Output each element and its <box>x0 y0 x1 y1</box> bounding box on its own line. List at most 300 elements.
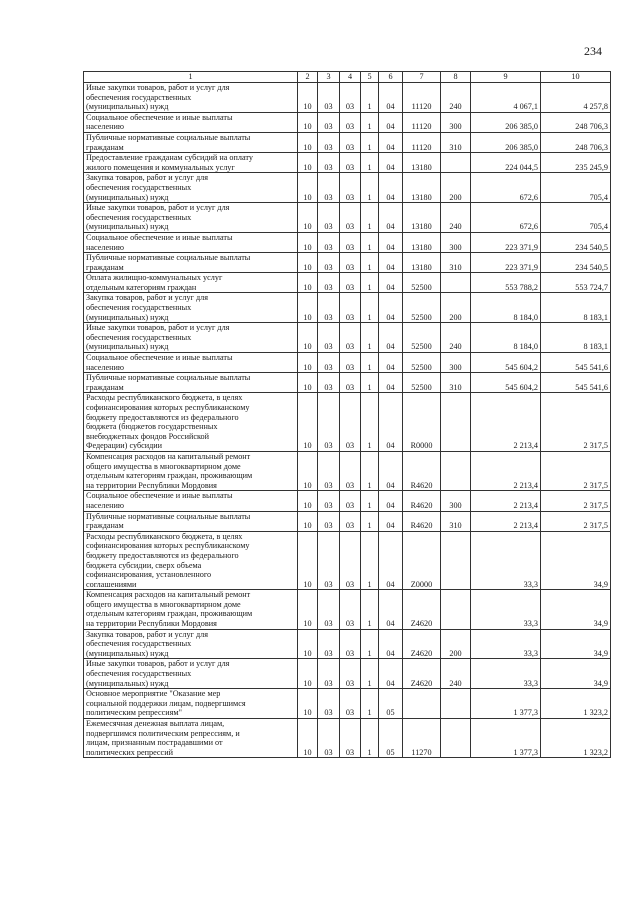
code-razdel: 10 <box>298 112 318 132</box>
code-razdel: 10 <box>298 689 318 719</box>
row-name-line: Публичные нормативные социальные выплаты <box>86 253 251 263</box>
code-razdel: 10 <box>298 353 318 373</box>
code-razdel: 10 <box>298 511 318 531</box>
amount-year-2: 34,9 <box>541 629 611 659</box>
row-name-line: (муниципальных) нужд <box>86 342 169 352</box>
code-target: 52500 <box>403 373 441 393</box>
code-target: 13180 <box>403 153 441 173</box>
amount-year-2: 8 183,1 <box>541 323 611 353</box>
code-target: 11120 <box>403 112 441 132</box>
code-target: 52500 <box>403 323 441 353</box>
code-measure: 04 <box>379 511 403 531</box>
row-name-line: (муниципальных) нужд <box>86 102 169 112</box>
code-target: 11120 <box>403 132 441 152</box>
column-header: 5 <box>361 72 379 83</box>
row-name-line: обеспечения государственных <box>86 332 192 342</box>
code-podrazdel: 03 <box>318 511 340 531</box>
row-name-line: Расходы республиканского бюджета, в целях <box>86 531 243 541</box>
amount-year-1: 553 788,2 <box>471 273 541 293</box>
table-row <box>84 659 611 689</box>
row-name-line: Закупка товаров, работ и услуг для <box>86 173 208 183</box>
code-measure: 05 <box>379 689 403 719</box>
code-razdel: 10 <box>298 323 318 353</box>
code-razdel: 10 <box>298 373 318 393</box>
amount-year-2: 34,9 <box>541 531 611 590</box>
code-program: 03 <box>340 373 361 393</box>
code-razdel: 10 <box>298 491 318 511</box>
row-name <box>84 253 298 273</box>
row-name-line: обеспечения государственных <box>86 182 192 192</box>
table-header-row <box>84 72 611 83</box>
table-row <box>84 83 611 113</box>
code-target: 13180 <box>403 173 441 203</box>
table-row <box>84 590 611 629</box>
code-podrazdel: 03 <box>318 590 340 629</box>
code-target <box>403 689 441 719</box>
code-expense-type: 300 <box>441 353 471 373</box>
row-name <box>84 659 298 689</box>
amount-year-1: 206 385,0 <box>471 112 541 132</box>
code-podrazdel: 03 <box>318 203 340 233</box>
code-podrazdel: 03 <box>318 253 340 273</box>
code-razdel: 10 <box>298 293 318 323</box>
code-program: 03 <box>340 173 361 203</box>
code-target: Z4620 <box>403 590 441 629</box>
row-name <box>84 719 298 758</box>
row-name-line: обеспечения государственных <box>86 669 192 679</box>
code-subprogram: 1 <box>361 393 379 452</box>
code-expense-type <box>441 451 471 490</box>
amount-year-2: 248 706,3 <box>541 112 611 132</box>
code-program: 03 <box>340 273 361 293</box>
row-name-line: на территории Республики Мордовия <box>86 619 217 629</box>
code-program: 03 <box>340 253 361 273</box>
row-name-line: Предоставление гражданам субсидий на оплату <box>86 153 253 163</box>
code-expense-type <box>441 393 471 452</box>
code-podrazdel: 03 <box>318 659 340 689</box>
code-expense-type: 300 <box>441 491 471 511</box>
code-expense-type <box>441 531 471 590</box>
table-row <box>84 173 611 203</box>
row-name-line: внебюджетных фондов Российской <box>86 431 209 441</box>
code-measure: 04 <box>379 531 403 590</box>
code-measure: 04 <box>379 353 403 373</box>
row-name-line: населению <box>86 500 124 510</box>
code-expense-type: 200 <box>441 293 471 323</box>
table-body <box>84 83 611 758</box>
row-name-line: Закупка товаров, работ и услуг для <box>86 629 208 639</box>
code-podrazdel: 03 <box>318 293 340 323</box>
code-expense-type <box>441 590 471 629</box>
row-name <box>84 273 298 293</box>
code-measure: 04 <box>379 112 403 132</box>
code-target: R0000 <box>403 393 441 452</box>
code-podrazdel: 03 <box>318 153 340 173</box>
row-name-line: населению <box>86 362 124 372</box>
code-razdel: 10 <box>298 590 318 629</box>
code-expense-type <box>441 719 471 758</box>
code-program: 03 <box>340 112 361 132</box>
code-razdel: 10 <box>298 132 318 152</box>
code-razdel: 10 <box>298 253 318 273</box>
row-name-line: гражданам <box>86 142 124 152</box>
code-razdel: 10 <box>298 393 318 452</box>
code-podrazdel: 03 <box>318 273 340 293</box>
code-measure: 04 <box>379 273 403 293</box>
code-measure: 04 <box>379 293 403 323</box>
amount-year-2: 34,9 <box>541 590 611 629</box>
row-name <box>84 491 298 511</box>
table-row <box>84 153 611 173</box>
table-row <box>84 253 611 273</box>
row-name-line: Ежемесячная денежная выплата лицам, <box>86 719 225 728</box>
amount-year-2: 705,4 <box>541 203 611 233</box>
amount-year-1: 672,6 <box>471 203 541 233</box>
code-program: 03 <box>340 393 361 452</box>
amount-year-2: 1 323,2 <box>541 689 611 719</box>
code-podrazdel: 03 <box>318 353 340 373</box>
code-expense-type: 310 <box>441 253 471 273</box>
code-podrazdel: 03 <box>318 83 340 113</box>
code-program: 03 <box>340 232 361 252</box>
table-row <box>84 293 611 323</box>
column-header: 6 <box>379 72 403 83</box>
amount-year-1: 4 067,1 <box>471 83 541 113</box>
code-razdel: 10 <box>298 153 318 173</box>
row-name-line: Социальное обеспечение и иные выплаты <box>86 112 233 122</box>
column-header: 4 <box>340 72 361 83</box>
code-subprogram: 1 <box>361 373 379 393</box>
row-name-line: (муниципальных) нужд <box>86 678 169 688</box>
code-target: 13180 <box>403 203 441 233</box>
amount-year-2: 545 541,6 <box>541 353 611 373</box>
code-podrazdel: 03 <box>318 491 340 511</box>
row-name-line: Публичные нормативные социальные выплаты <box>86 373 251 383</box>
code-expense-type: 200 <box>441 173 471 203</box>
code-target: 11120 <box>403 83 441 113</box>
code-measure: 04 <box>379 132 403 152</box>
row-name-line: Федерации) субсидии <box>86 441 163 451</box>
code-measure: 04 <box>379 629 403 659</box>
amount-year-1: 33,3 <box>471 659 541 689</box>
code-subprogram: 1 <box>361 451 379 490</box>
code-subprogram: 1 <box>361 83 379 113</box>
row-name-line: политическим репрессиям" <box>86 708 182 718</box>
row-name-line: Публичные нормативные социальные выплаты <box>86 511 251 521</box>
row-name-line: бюджета (бюджетов государственных <box>86 422 218 432</box>
row-name <box>84 153 298 173</box>
code-target: R4620 <box>403 451 441 490</box>
row-name-line: бюджету предоставляются из федерального <box>86 412 239 422</box>
code-program: 03 <box>340 491 361 511</box>
row-name-line: (муниципальных) нужд <box>86 222 169 232</box>
code-subprogram: 1 <box>361 173 379 203</box>
code-program: 03 <box>340 353 361 373</box>
code-measure: 04 <box>379 153 403 173</box>
code-podrazdel: 03 <box>318 689 340 719</box>
code-measure: 05 <box>379 719 403 758</box>
code-program: 03 <box>340 293 361 323</box>
code-expense-type: 310 <box>441 511 471 531</box>
column-header: 1 <box>84 72 298 83</box>
code-razdel: 10 <box>298 203 318 233</box>
code-expense-type: 310 <box>441 132 471 152</box>
code-subprogram: 1 <box>361 629 379 659</box>
amount-year-1: 1 377,3 <box>471 689 541 719</box>
amount-year-2: 4 257,8 <box>541 83 611 113</box>
code-program: 03 <box>340 511 361 531</box>
code-measure: 04 <box>379 253 403 273</box>
column-header: 7 <box>403 72 441 83</box>
code-measure: 04 <box>379 173 403 203</box>
row-name-line: обеспечения государственных <box>86 92 192 102</box>
row-name <box>84 173 298 203</box>
row-name <box>84 353 298 373</box>
code-target: 11270 <box>403 719 441 758</box>
table-row <box>84 132 611 152</box>
code-expense-type: 200 <box>441 629 471 659</box>
code-measure: 04 <box>379 659 403 689</box>
row-name <box>84 132 298 152</box>
table-row <box>84 531 611 590</box>
row-name-line: гражданам <box>86 262 124 272</box>
table-row <box>84 491 611 511</box>
row-name-line: обеспечения государственных <box>86 212 192 222</box>
code-program: 03 <box>340 629 361 659</box>
row-name-line: Иные закупки товаров, работ и услуг для <box>86 203 230 213</box>
amount-year-1: 1 377,3 <box>471 719 541 758</box>
row-name-line: отдельным категориям граждан <box>86 282 197 292</box>
code-measure: 04 <box>379 323 403 353</box>
code-measure: 04 <box>379 232 403 252</box>
row-name-line: обеспечения государственных <box>86 639 192 649</box>
code-measure: 04 <box>379 83 403 113</box>
code-subprogram: 1 <box>361 203 379 233</box>
column-header: 9 <box>471 72 541 83</box>
row-name-line: Иные закупки товаров, работ и услуг для <box>86 659 230 669</box>
table-row <box>84 719 611 758</box>
amount-year-1: 33,3 <box>471 590 541 629</box>
row-name-line: жилого помещения и коммунальных услуг <box>86 162 235 172</box>
amount-year-1: 2 213,4 <box>471 451 541 490</box>
code-podrazdel: 03 <box>318 112 340 132</box>
row-name <box>84 373 298 393</box>
amount-year-1: 206 385,0 <box>471 132 541 152</box>
row-name-line: софинансирования, установленного <box>86 570 212 580</box>
amount-year-1: 672,6 <box>471 173 541 203</box>
row-name-line: Иные закупки товаров, работ и услуг для <box>86 83 230 92</box>
code-measure: 04 <box>379 203 403 233</box>
code-razdel: 10 <box>298 273 318 293</box>
code-podrazdel: 03 <box>318 451 340 490</box>
row-name-line: Основное мероприятие "Оказание мер <box>86 689 221 699</box>
table-row <box>84 689 611 719</box>
code-podrazdel: 03 <box>318 132 340 152</box>
code-expense-type <box>441 153 471 173</box>
row-name-line: отдельным категориям граждан, проживающим <box>86 609 253 619</box>
amount-year-1: 8 184,0 <box>471 293 541 323</box>
row-name <box>84 112 298 132</box>
code-expense-type <box>441 689 471 719</box>
row-name-line: (муниципальных) нужд <box>86 648 169 658</box>
row-name-line: Компенсация расходов на капитальный ремонт <box>86 451 251 461</box>
amount-year-2: 235 245,9 <box>541 153 611 173</box>
code-expense-type: 240 <box>441 659 471 689</box>
amount-year-2: 34,9 <box>541 659 611 689</box>
code-subprogram: 1 <box>361 491 379 511</box>
column-header: 2 <box>298 72 318 83</box>
column-header: 8 <box>441 72 471 83</box>
row-name <box>84 83 298 113</box>
code-subprogram: 1 <box>361 112 379 132</box>
amount-year-2: 1 323,2 <box>541 719 611 758</box>
row-name-line: бюджету предоставляются из федерального <box>86 550 239 560</box>
amount-year-2: 234 540,5 <box>541 232 611 252</box>
code-program: 03 <box>340 531 361 590</box>
code-expense-type <box>441 273 471 293</box>
row-name <box>84 511 298 531</box>
code-target: 52500 <box>403 293 441 323</box>
amount-year-2: 234 540,5 <box>541 253 611 273</box>
table-row <box>84 273 611 293</box>
row-name-line: Компенсация расходов на капитальный ремонт <box>86 590 251 600</box>
code-podrazdel: 03 <box>318 531 340 590</box>
amount-year-1: 223 371,9 <box>471 232 541 252</box>
column-header: 3 <box>318 72 340 83</box>
code-program: 03 <box>340 203 361 233</box>
code-subprogram: 1 <box>361 590 379 629</box>
code-measure: 04 <box>379 393 403 452</box>
code-razdel: 10 <box>298 83 318 113</box>
amount-year-1: 545 604,2 <box>471 373 541 393</box>
code-razdel: 10 <box>298 629 318 659</box>
amount-year-1: 2 213,4 <box>471 393 541 452</box>
code-razdel: 10 <box>298 719 318 758</box>
code-measure: 04 <box>379 590 403 629</box>
table-row <box>84 511 611 531</box>
row-name-line: подвергшимся политическим репрессиям, и <box>86 728 240 738</box>
row-name-line: Расходы республиканского бюджета, в целях <box>86 393 243 403</box>
code-target: R4620 <box>403 511 441 531</box>
amount-year-1: 33,3 <box>471 629 541 659</box>
code-target: Z0000 <box>403 531 441 590</box>
row-name-line: населению <box>86 122 124 132</box>
code-razdel: 10 <box>298 451 318 490</box>
row-name-line: Социальное обеспечение и иные выплаты <box>86 232 233 242</box>
row-name-line: Социальное обеспечение и иные выплаты <box>86 353 233 363</box>
amount-year-2: 8 183,1 <box>541 293 611 323</box>
amount-year-2: 705,4 <box>541 173 611 203</box>
row-name-line: бюджета субсидии, сверх объема <box>86 560 202 570</box>
code-podrazdel: 03 <box>318 173 340 203</box>
code-program: 03 <box>340 323 361 353</box>
code-program: 03 <box>340 132 361 152</box>
amount-year-1: 223 371,9 <box>471 253 541 273</box>
code-measure: 04 <box>379 451 403 490</box>
row-name-line: социальной поддержки лицам, подвергшимся <box>86 698 246 708</box>
amount-year-1: 2 213,4 <box>471 491 541 511</box>
table-row <box>84 451 611 490</box>
page-number: 234 <box>584 44 602 58</box>
code-program: 03 <box>340 83 361 113</box>
row-name-line: Закупка товаров, работ и услуг для <box>86 293 208 303</box>
row-name <box>84 293 298 323</box>
row-name <box>84 451 298 490</box>
code-subprogram: 1 <box>361 531 379 590</box>
code-razdel: 10 <box>298 659 318 689</box>
code-podrazdel: 03 <box>318 393 340 452</box>
code-target: 13180 <box>403 253 441 273</box>
row-name-line: обеспечения государственных <box>86 303 192 313</box>
amount-year-1: 8 184,0 <box>471 323 541 353</box>
row-name-line: Иные закупки товаров, работ и услуг для <box>86 323 230 333</box>
row-name-line: Оплата жилищно-коммунальных услуг <box>86 273 223 283</box>
code-expense-type: 240 <box>441 323 471 353</box>
amount-year-2: 248 706,3 <box>541 132 611 152</box>
code-subprogram: 1 <box>361 323 379 353</box>
amount-year-1: 224 044,5 <box>471 153 541 173</box>
code-target: Z4620 <box>403 659 441 689</box>
code-subprogram: 1 <box>361 132 379 152</box>
code-subprogram: 1 <box>361 689 379 719</box>
row-name-line: Публичные нормативные социальные выплаты <box>86 132 251 142</box>
amount-year-1: 33,3 <box>471 531 541 590</box>
row-name <box>84 232 298 252</box>
code-program: 03 <box>340 590 361 629</box>
code-subprogram: 1 <box>361 719 379 758</box>
row-name-line: гражданам <box>86 521 124 531</box>
code-podrazdel: 03 <box>318 719 340 758</box>
code-subprogram: 1 <box>361 273 379 293</box>
code-program: 03 <box>340 153 361 173</box>
row-name-line: отдельным категориям граждан, проживающим <box>86 471 253 481</box>
row-name <box>84 629 298 659</box>
code-podrazdel: 03 <box>318 373 340 393</box>
row-name-line: соглашениями <box>86 579 137 589</box>
code-expense-type: 310 <box>441 373 471 393</box>
row-name <box>84 393 298 452</box>
code-target: R4620 <box>403 491 441 511</box>
row-name-line: Социальное обеспечение и иные выплаты <box>86 491 233 501</box>
row-name-line: политических репрессий <box>86 747 173 757</box>
row-name-line: на территории Республики Мордовия <box>86 480 217 490</box>
code-expense-type: 300 <box>441 232 471 252</box>
table-row <box>84 393 611 452</box>
column-header: 10 <box>541 72 611 83</box>
code-podrazdel: 03 <box>318 232 340 252</box>
row-name <box>84 689 298 719</box>
code-razdel: 10 <box>298 232 318 252</box>
row-name-line: населению <box>86 242 124 252</box>
code-measure: 04 <box>379 491 403 511</box>
code-expense-type: 300 <box>441 112 471 132</box>
table-row <box>84 629 611 659</box>
amount-year-2: 545 541,6 <box>541 373 611 393</box>
amount-year-2: 2 317,5 <box>541 393 611 452</box>
row-name-line: софинансирования которых республиканскому <box>86 403 250 412</box>
code-program: 03 <box>340 659 361 689</box>
table-row <box>84 232 611 252</box>
row-name <box>84 203 298 233</box>
row-name-line: гражданам <box>86 382 124 392</box>
code-podrazdel: 03 <box>318 629 340 659</box>
amount-year-1: 545 604,2 <box>471 353 541 373</box>
code-expense-type: 240 <box>441 203 471 233</box>
code-subprogram: 1 <box>361 253 379 273</box>
code-program: 03 <box>340 719 361 758</box>
row-name-line: (муниципальных) нужд <box>86 192 169 202</box>
row-name <box>84 531 298 590</box>
